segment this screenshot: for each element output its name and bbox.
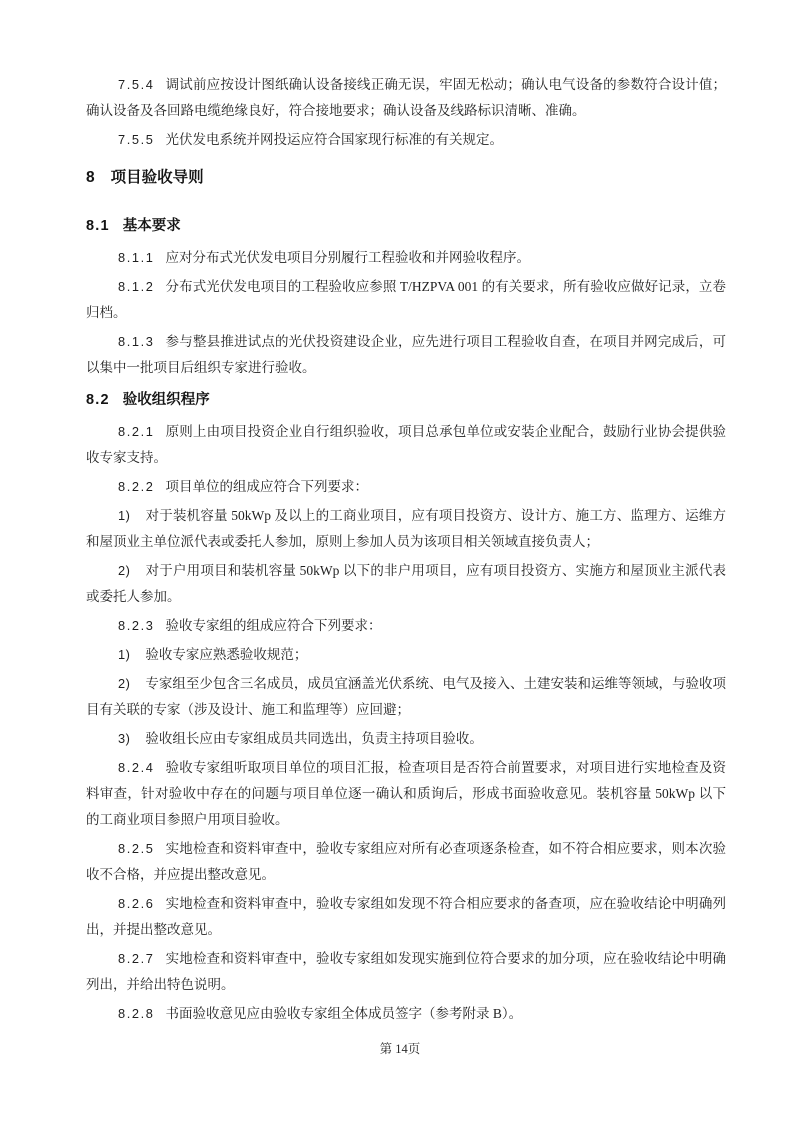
clause-number: 8.1.1 — [118, 250, 155, 265]
list-marker: 2) — [118, 563, 131, 578]
clause-number: 8.2.5 — [118, 841, 155, 856]
clause-number: 8.1.2 — [118, 279, 155, 294]
clause-text: 调试前应按设计图纸确认设备接线正确无误，牢固无松动；确认电气设备的参数符合设计值；确认设备及各回路电缆绝缘良好，符合接地要求；确认设备及线路标识清晰、准确。 — [86, 77, 726, 118]
clause-text: 书面验收意见应由验收专家组全体成员签字（参考附录 B）。 — [165, 1006, 523, 1021]
clause-number: 7.5.5 — [118, 132, 155, 147]
clause-8-2-2 — [86, 474, 726, 500]
clause-7-5-4 — [86, 72, 726, 124]
clause-text: 实地检查和资料审查中，验收专家组如发现实施到位符合要求的加分项，应在验收结论中明确列出，并给出特色说明。 — [86, 951, 726, 992]
clause-text: 分布式光伏发电项目的工程验收应参照 T/HZPVA 001 的有关要求，所有验收应做好记录，立卷归档。 — [86, 279, 726, 320]
clause-number: 8.2.7 — [118, 951, 155, 966]
document-body — [86, 72, 726, 1030]
clause-number: 8.1.3 — [118, 334, 155, 349]
list-item-text: 验收组长应由专家组成员共同选出，负责主持项目验收。 — [145, 731, 483, 746]
chapter-number: 8 — [86, 169, 96, 186]
clause-number: 8.2.4 — [118, 760, 155, 775]
clause-8-2-5 — [86, 836, 726, 888]
page-number: 第 14页 — [379, 1042, 421, 1056]
clause-8-2-7 — [86, 946, 726, 998]
list-item-text: 对于装机容量 50kWp 及以上的工商业项目，应有项目投资方、设计方、施工方、监理方、运维方和屋顶业主单位派代表或委托人参加，原则上参加人员为该项目相关领域直接负责人； — [86, 508, 726, 549]
clause-8-1-3 — [86, 329, 726, 381]
list-item-text: 验收专家应熟悉验收规范； — [145, 647, 308, 662]
list-item-text: 对于户用项目和装机容量 50kWp 以下的非户用项目，应有项目投资方、实施方和屋顶业主派代表或委托人参加。 — [86, 563, 726, 604]
clause-text: 应对分布式光伏发电项目分别履行工程验收和并网验收程序。 — [165, 250, 530, 265]
list-marker: 2) — [118, 676, 131, 691]
clause-number: 8.2.6 — [118, 896, 155, 911]
clause-8-2-6 — [86, 891, 726, 943]
list-marker: 1) — [118, 647, 131, 662]
chapter-8-heading — [86, 165, 726, 191]
section-number: 8.2 — [86, 392, 110, 408]
clause-8-1-2 — [86, 274, 726, 326]
clause-text: 验收专家组听取项目单位的项目汇报，检查项目是否符合前置要求，对项目进行实地检查及资料审查，针对验收中存在的问题与项目单位逐一确认和质询后，形成书面验收意见。装机容量 50kWp 以下的工商业项目参照户用项目验收。 — [86, 760, 726, 827]
clause-number: 8.2.1 — [118, 424, 155, 439]
clause-text: 光伏发电系统并网投运应符合国家现行标准的有关规定。 — [165, 132, 503, 147]
clause-8-2-4 — [86, 755, 726, 833]
page-footer — [0, 1036, 800, 1062]
list-item-8-2-3-2 — [86, 671, 726, 723]
list-item-8-2-2-1 — [86, 503, 726, 555]
clause-8-1-1 — [86, 245, 726, 271]
section-8-1-heading — [86, 213, 726, 239]
clause-text: 参与整县推进试点的光伏投资建设企业，应先进行项目工程验收自查，在项目并网完成后，可以集中一批项目后组织专家进行验收。 — [86, 334, 726, 375]
section-8-2-heading — [86, 387, 726, 413]
section-number: 8.1 — [86, 218, 110, 234]
clause-text: 验收专家组的组成应符合下列要求： — [165, 618, 382, 633]
clause-number: 8.2.2 — [118, 479, 155, 494]
clause-text: 原则上由项目投资企业自行组织验收，项目总承包单位或安装企业配合，鼓励行业协会提供验收专家支持。 — [86, 424, 726, 465]
chapter-title: 项目验收导则 — [110, 169, 204, 186]
section-title: 验收组织程序 — [122, 392, 210, 408]
clause-number: 8.2.3 — [118, 618, 155, 633]
clause-8-2-1 — [86, 419, 726, 471]
section-title: 基本要求 — [122, 218, 181, 234]
clause-text: 实地检查和资料审查中，验收专家组应对所有必查项逐条检查，如不符合相应要求，则本次验收不合格，并应提出整改意见。 — [86, 841, 726, 882]
list-item-text: 专家组至少包含三名成员，成员宜涵盖光伏系统、电气及接入、土建安装和运维等领域，与验收项目有关联的专家（涉及设计、施工和监理等）应回避； — [86, 676, 726, 717]
clause-text: 实地检查和资料审查中，验收专家组如发现不符合相应要求的备查项，应在验收结论中明确列出，并提出整改意见。 — [86, 896, 726, 937]
list-marker: 1) — [118, 508, 131, 523]
list-marker: 3) — [118, 731, 131, 746]
list-item-8-2-3-3 — [86, 726, 726, 752]
clause-number: 8.2.8 — [118, 1006, 155, 1021]
clause-number: 7.5.4 — [118, 77, 155, 92]
list-item-8-2-3-1 — [86, 642, 726, 668]
clause-8-2-3 — [86, 613, 726, 639]
clause-8-2-8 — [86, 1001, 726, 1027]
list-item-8-2-2-2 — [86, 558, 726, 610]
clause-text: 项目单位的组成应符合下列要求： — [165, 479, 368, 494]
clause-7-5-5 — [86, 127, 726, 153]
